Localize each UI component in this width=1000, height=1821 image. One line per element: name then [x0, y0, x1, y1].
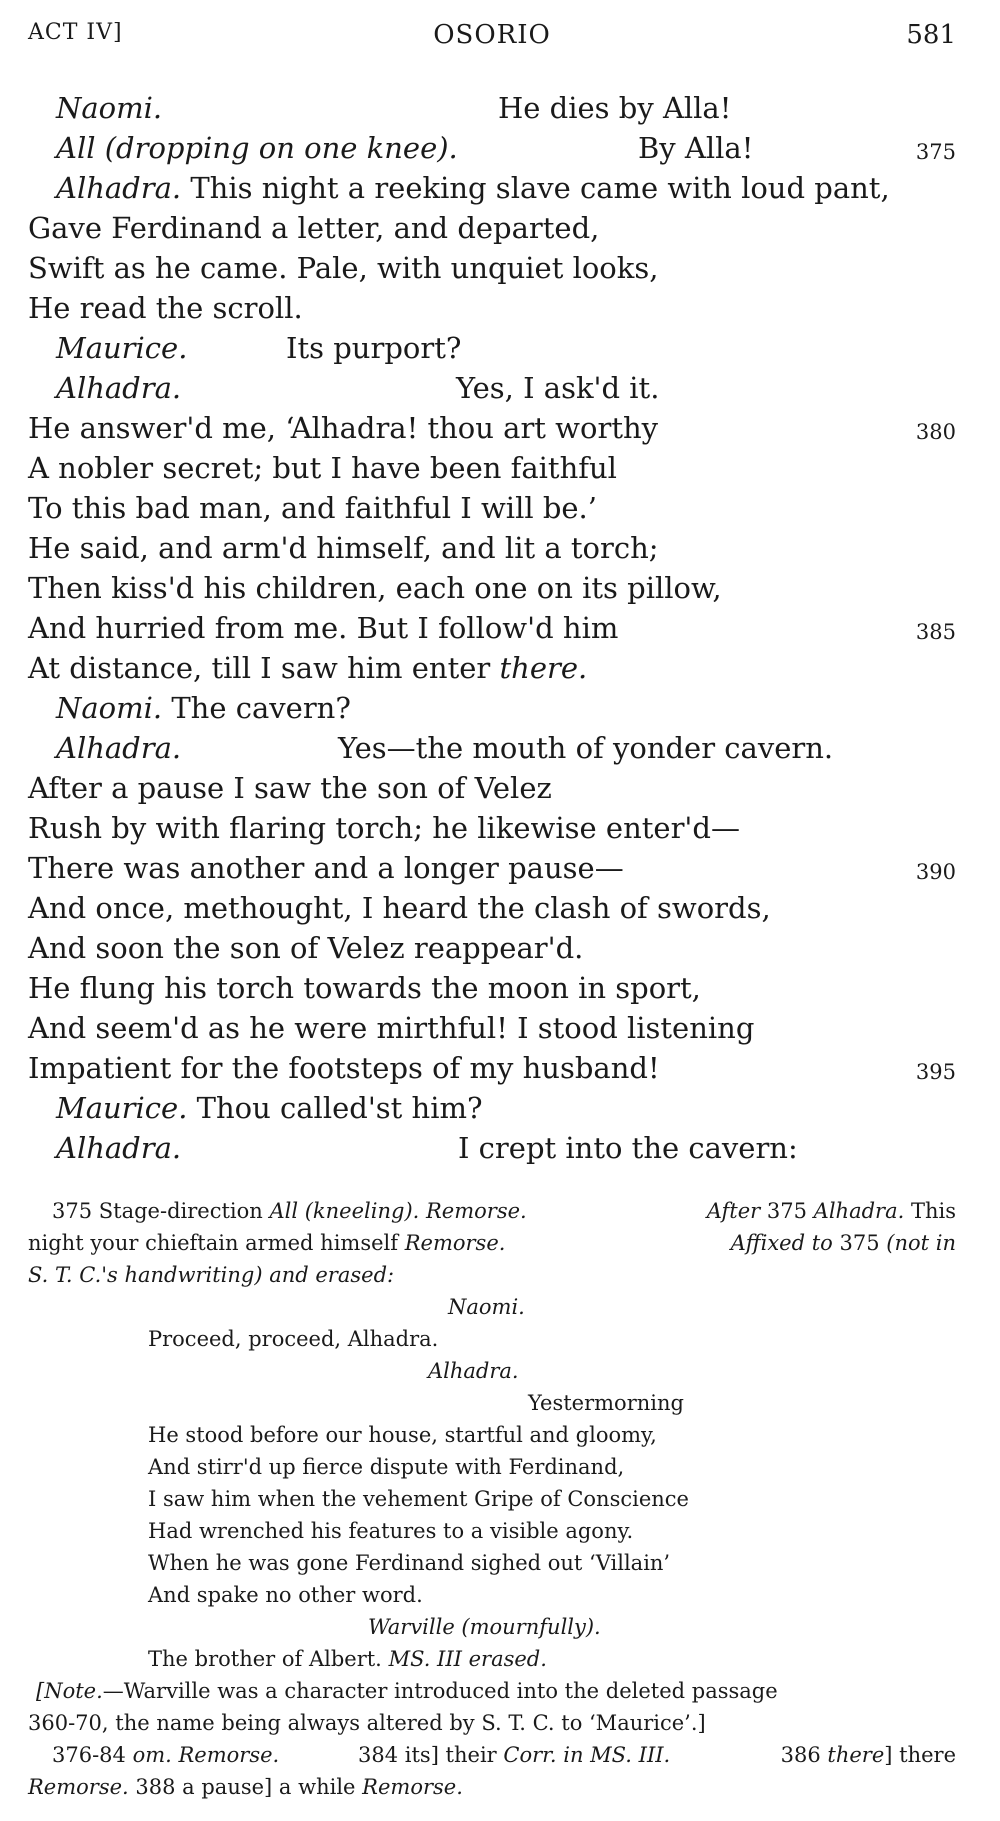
- note-italic: Corr. in MS. III.: [503, 1743, 671, 1767]
- note-text: night your chieftain armed himself: [28, 1231, 399, 1255]
- line-text: And once, methought, I heard the clash of swords,: [28, 891, 771, 925]
- note-line: [28, 1547, 956, 1579]
- line-text: He dies by Alla!: [498, 91, 732, 125]
- note-italic: there: [827, 1743, 885, 1767]
- verse-line: [28, 368, 956, 408]
- line-text: A nobler secret; but I have been faithful: [28, 451, 617, 485]
- line-text: Swift as he came. Pale, with unquiet looks,: [28, 251, 659, 285]
- verse-line: [28, 808, 956, 848]
- verse-line: [28, 1048, 956, 1088]
- quoted-line: He stood before our house, startful and gloomy,: [148, 1423, 657, 1447]
- verse-line: [28, 928, 956, 968]
- note-text: —Warville was a character introduced into the deleted passage: [102, 1679, 778, 1703]
- verse-line: [28, 568, 956, 608]
- quoted-line: I saw him when the vehement Gripe of Conscience: [148, 1487, 689, 1511]
- line-number: 395: [915, 1060, 956, 1084]
- line-text: Thou called'st him?: [196, 1091, 483, 1125]
- quoted-line: Yestermorning: [528, 1391, 684, 1415]
- line-text: And soon the son of Velez reappear'd.: [28, 931, 584, 965]
- note-text: 386: [780, 1743, 821, 1767]
- verse-line: [28, 248, 956, 288]
- speaker-with-direction: [56, 128, 458, 168]
- verse-line: [28, 1128, 956, 1168]
- note-text: 384 its] their: [358, 1743, 497, 1767]
- note-italic: MS. III erased.: [388, 1647, 547, 1671]
- quoted-line: And spake no other word.: [148, 1583, 423, 1607]
- line-text: Then kiss'd his children, each one on its pillow,: [28, 571, 722, 605]
- line-text: At distance, till I saw him enter: [28, 651, 491, 685]
- quoted-speaker: Naomi.: [448, 1295, 525, 1319]
- note-line: [28, 1707, 956, 1739]
- speaker-name: All: [56, 131, 96, 165]
- quoted-line: The brother of Albert.: [148, 1647, 382, 1671]
- note-line: [28, 1451, 956, 1483]
- note-line: [28, 1195, 956, 1227]
- line-text: To this bad man, and faithful I will be.’: [28, 491, 597, 525]
- verse-line: [28, 768, 956, 808]
- note-line: [28, 1387, 956, 1419]
- line-text: Impatient for the footsteps of my husband!: [28, 1051, 660, 1085]
- note-italic: After: [706, 1199, 761, 1223]
- note-text: 375: [766, 1199, 807, 1223]
- note-line: [28, 1611, 956, 1643]
- line-text: And hurried from me. But I follow'd him: [28, 611, 619, 645]
- note-text: 360-70, the name being always altered by S. T. C. to ‘Maurice’.]: [28, 1711, 706, 1735]
- note-text: 376-84: [52, 1743, 126, 1767]
- note-line: [28, 1643, 956, 1675]
- verse-line: [28, 208, 956, 248]
- verse-line: [28, 648, 956, 688]
- line-text: Rush by with flaring torch; he likewise enter'd—: [28, 811, 740, 845]
- note-line: [28, 1419, 956, 1451]
- verse-line: [28, 528, 956, 568]
- verse-line: [28, 848, 956, 888]
- quoted-line: Proceed, proceed, Alhadra.: [148, 1327, 439, 1351]
- note-line: [28, 1675, 956, 1707]
- line-text: Gave Ferdinand a letter, and departed,: [28, 211, 600, 245]
- line-text: Yes—the mouth of yonder cavern.: [338, 731, 834, 765]
- line-text: He read the scroll.: [28, 291, 303, 325]
- note-text: 375 Stage-direction: [52, 1199, 263, 1223]
- speaker-name: Alhadra.: [56, 171, 182, 205]
- verse-line: [28, 168, 956, 208]
- note-italic: S. T. C.'s handwriting) and erased:: [28, 1263, 395, 1287]
- stage-direction: (dropping on one knee).: [104, 131, 458, 165]
- line-text: He said, and arm'd himself, and lit a torch;: [28, 531, 659, 565]
- speaker-line: [56, 1088, 483, 1128]
- line-text: There was another and a longer pause—: [28, 851, 624, 885]
- verse-line: [28, 88, 956, 128]
- speaker-line: [56, 688, 351, 728]
- quoted-line: Had wrenched his features to a visible agony.: [148, 1519, 634, 1543]
- verse-line: [28, 688, 956, 728]
- note-italic: [Note.: [36, 1679, 103, 1703]
- note-italic: All (kneeling). Remorse.: [269, 1199, 527, 1223]
- verse-line: [28, 328, 956, 368]
- verse-line: [28, 488, 956, 528]
- line-text: He answer'd me, ‘Alhadra! thou art worthy: [28, 411, 659, 445]
- note-text: 375: [839, 1231, 880, 1255]
- emphasized-word: there.: [499, 651, 588, 685]
- line-text: He flung his torch towards the moon in sport,: [28, 971, 701, 1005]
- speaker-name: Naomi.: [56, 91, 163, 125]
- note-line: [28, 1579, 956, 1611]
- note-line: [28, 1771, 956, 1803]
- note-line: [28, 1323, 956, 1355]
- note-italic: Alhadra.: [813, 1199, 905, 1223]
- note-text: 388 a pause] a while: [135, 1775, 356, 1799]
- line-text: The cavern?: [171, 691, 351, 725]
- speaker-name: Naomi.: [56, 691, 163, 725]
- note-line: [28, 1483, 956, 1515]
- verse-line: [28, 448, 956, 488]
- note-line: [28, 1355, 956, 1387]
- note-line: [28, 1227, 956, 1259]
- speaker-line: [56, 168, 890, 208]
- quoted-line: When he was gone Ferdinand sighed out ‘Villain’: [148, 1551, 671, 1575]
- verse-line: [28, 888, 956, 928]
- note-italic: (not in: [886, 1231, 956, 1255]
- verse-line: [28, 608, 956, 648]
- line-number: 380: [915, 420, 956, 444]
- verse-line: [28, 1008, 956, 1048]
- line-number: 385: [915, 620, 956, 644]
- quoted-line: And stirr'd up fierce dispute with Ferdinand,: [148, 1455, 625, 1479]
- line-number: 390: [915, 860, 956, 884]
- line-text-with-emphasis: [28, 648, 587, 688]
- page-number: 581: [906, 20, 956, 50]
- verse-line: [28, 128, 956, 168]
- verse-line: [28, 288, 956, 328]
- line-text: By Alla!: [638, 131, 754, 165]
- quoted-speaker: Alhadra.: [428, 1359, 519, 1383]
- note-italic: om. Remorse.: [132, 1743, 280, 1767]
- line-text: This night a reeking slave came with loud pant,: [190, 171, 890, 205]
- speaker-name: Maurice.: [56, 331, 188, 365]
- note-italic: Affixed to: [730, 1231, 833, 1255]
- verse-text: [28, 88, 956, 1168]
- note-text: ] there: [884, 1743, 956, 1767]
- textual-notes: [28, 1195, 956, 1803]
- note-italic: Remorse.: [404, 1231, 506, 1255]
- verse-line: [28, 968, 956, 1008]
- speaker-name: Alhadra.: [56, 1131, 182, 1165]
- note-text: This: [910, 1199, 956, 1223]
- running-header: [28, 20, 956, 60]
- speaker-name: Alhadra.: [56, 731, 182, 765]
- verse-line: [28, 728, 956, 768]
- verse-line: [28, 1088, 956, 1128]
- line-text: And seem'd as he were mirthful! I stood listening: [28, 1011, 755, 1045]
- line-text: I crept into the cavern:: [458, 1131, 798, 1165]
- speaker-name: Alhadra.: [56, 371, 182, 405]
- note-line: [28, 1291, 956, 1323]
- quoted-speaker: Warville (mournfully).: [368, 1615, 601, 1639]
- note-line: [28, 1259, 956, 1291]
- line-number: 375: [915, 140, 956, 164]
- note-line: [28, 1739, 956, 1771]
- line-text: Its purport?: [286, 331, 462, 365]
- line-text: After a pause I saw the son of Velez: [28, 771, 552, 805]
- line-text: Yes, I ask'd it.: [456, 371, 660, 405]
- note-italic: Remorse.: [362, 1775, 463, 1799]
- speaker-name: Maurice.: [56, 1091, 188, 1125]
- note-line: [28, 1515, 956, 1547]
- act-label: ACT IV]: [28, 20, 123, 45]
- verse-line: [28, 408, 956, 448]
- note-italic: Remorse.: [28, 1775, 129, 1799]
- page-title: OSORIO: [433, 20, 551, 50]
